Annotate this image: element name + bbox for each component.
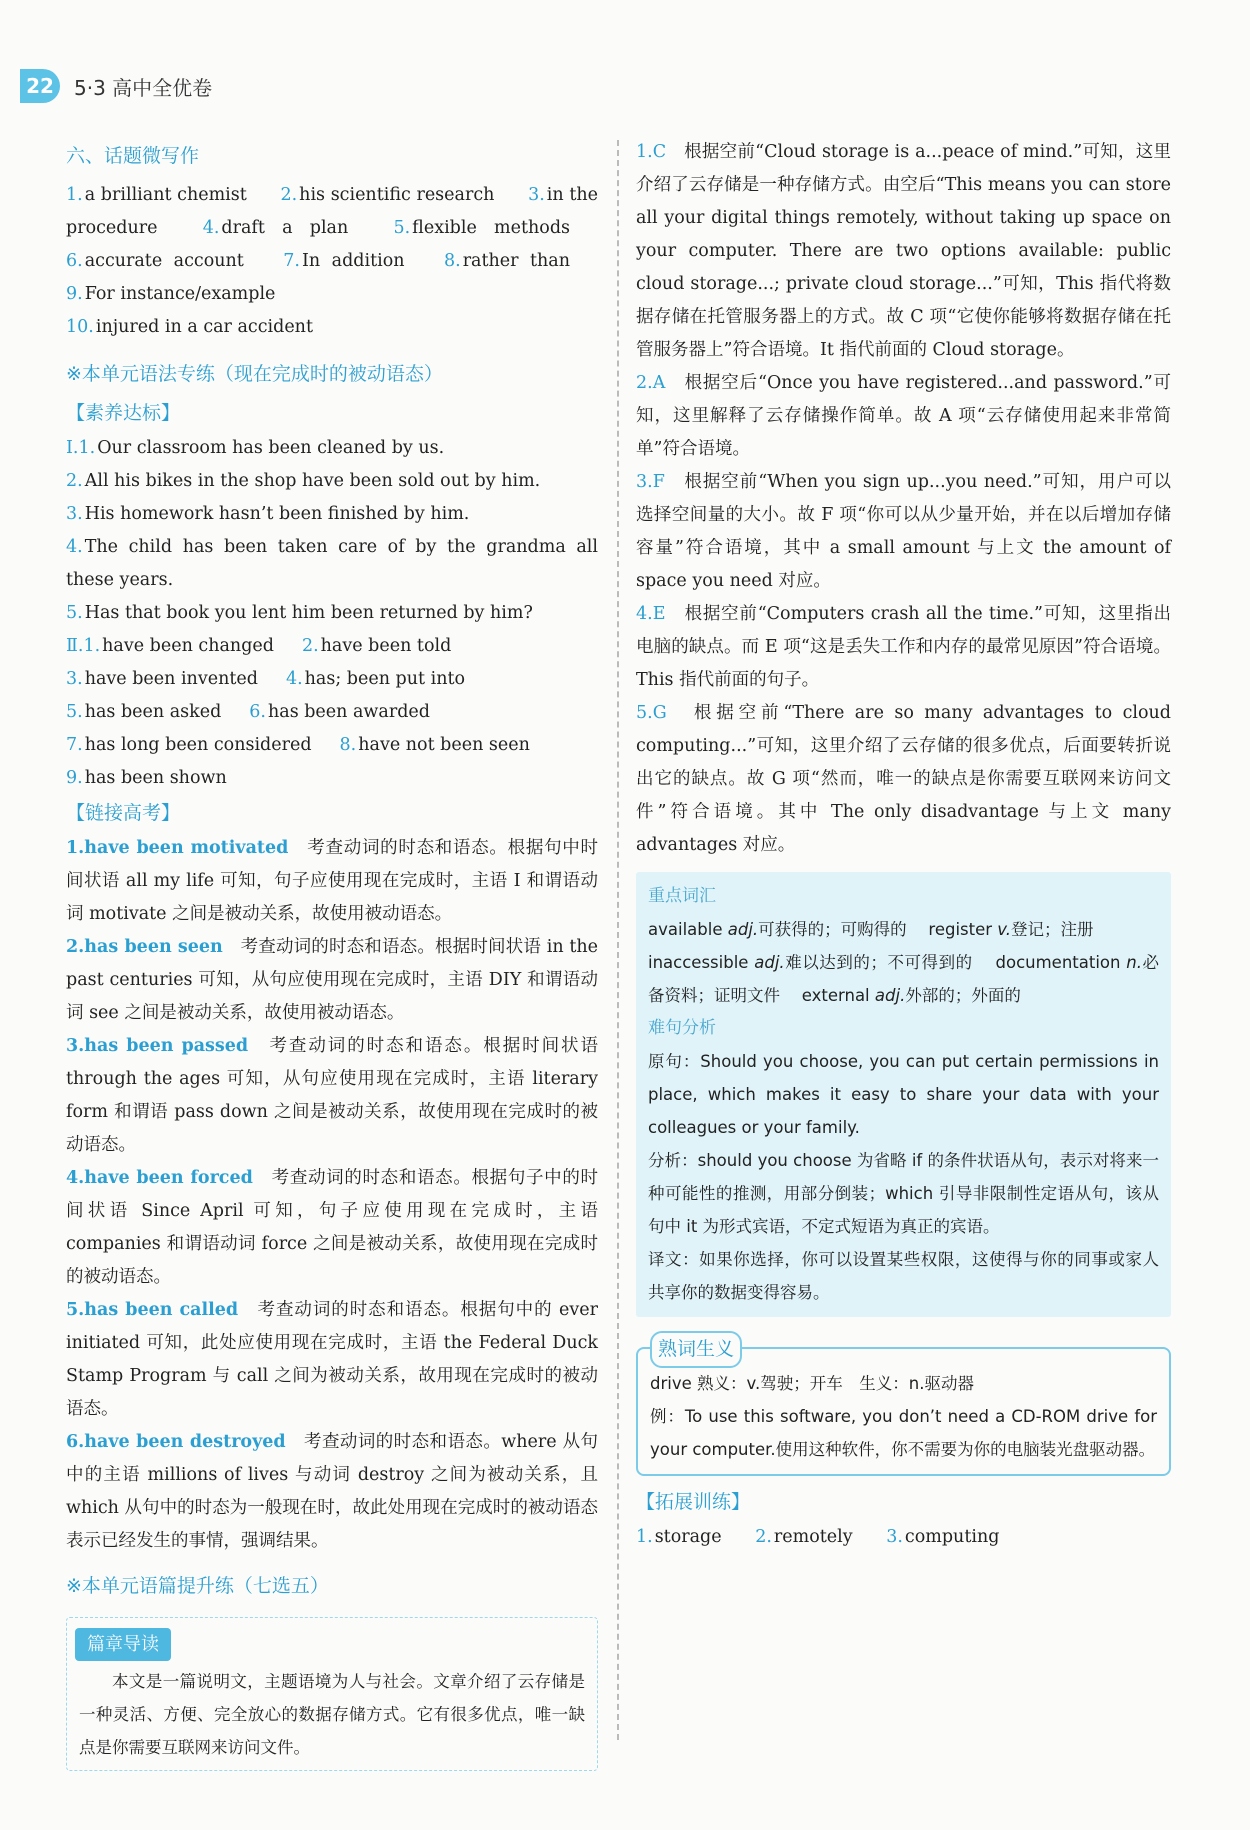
- item-number: 9.: [66, 768, 83, 788]
- answer-text: have been told: [320, 636, 452, 656]
- item-number: 6.: [249, 702, 266, 722]
- answer-text: a brilliant chemist: [84, 185, 247, 205]
- answer-line: [66, 630, 598, 663]
- item-number: Ⅱ.1.: [66, 636, 101, 656]
- answer-line: [66, 531, 598, 597]
- gaokao-answer: [66, 1294, 598, 1426]
- item-number: 2.: [755, 1527, 772, 1547]
- part-of-speech: v.: [997, 920, 1011, 939]
- answer-key: 2.has been seen: [66, 937, 223, 957]
- item-number: 1.: [636, 1527, 653, 1547]
- original-label: 原句：: [648, 1052, 701, 1071]
- answer-key: 5.G: [636, 703, 667, 723]
- analysis-text: should you choose 为省略 if 的条件状语从句，表示对将来一种可能性的推测，用部分倒装；which 引导非限制性定语从句，该从句中 it 为形式宾语，不定式短语为真正的宾语。: [648, 1151, 1159, 1236]
- vocab-word: external: [801, 986, 870, 1005]
- extension-answers: [636, 1521, 1171, 1554]
- item-number: 6.: [66, 251, 83, 271]
- word-meaning-box: [636, 1338, 1171, 1476]
- vocab-word: documentation: [995, 953, 1121, 972]
- part-of-speech: n.: [1126, 953, 1142, 972]
- left-column: [66, 136, 598, 1771]
- example-label: 例：: [650, 1407, 685, 1426]
- explanation: 根据空前“When you sign up...you need.”可知，用户可以选择空间量的大小。故 F 项“你可以从少量开始，并在以后增加存储容量”符合语境，其中 a small amount 与上文 the amount of space you need 对应。: [636, 472, 1171, 591]
- vocab-meaning: 难以达到的；不可得到的: [784, 953, 973, 972]
- gaokao-answer: [66, 931, 598, 1030]
- passage-guide-box: [66, 1617, 598, 1771]
- example-chinese: 使用这种软件，你不需要为你的电脑装光盘驱动器。: [775, 1440, 1156, 1459]
- example: [650, 1400, 1157, 1466]
- answer-text: Our classroom has been cleaned by us.: [97, 438, 445, 458]
- section-title-grammar: ※本单元语法专练（现在完成时的被动语态）: [66, 363, 443, 385]
- passage-guide-text: 本文是一篇说明文，主题语境为人与社会。文章介绍了云存储是一种灵活、方便、完全放心的数据存储方式。它有很多优点，唯一缺点是你需要互联网来访问文件。: [79, 1672, 585, 1757]
- answer-text: For instance/example: [84, 284, 276, 304]
- item-number: 3.: [528, 185, 545, 205]
- item-number: 10.: [66, 317, 94, 337]
- reading-answer: [636, 598, 1171, 697]
- right-column: [636, 136, 1171, 1554]
- item-number: 5.: [393, 218, 411, 238]
- item-number: 5.: [66, 603, 83, 623]
- item-number: 9.: [66, 284, 83, 304]
- answer-line: [66, 762, 598, 795]
- explanation: 考查动词的时态和语态。根据句中时间状语 all my life 可知，句子应使用现在完成时，主语 I 和谓语动词 motivate 之间是被动关系，故使用被动语态。: [66, 838, 599, 924]
- subsection-title-extension: 【拓展训练】: [636, 1491, 751, 1513]
- gaokao-answer: [66, 1162, 598, 1294]
- passage-guide-tag: 篇章导读: [75, 1628, 171, 1661]
- explanation: 根据空后“Once you have registered...and password.”可知，这里解释了云存储操作简单。故 A 项“云存储使用起来非常简单”符合语境。: [636, 373, 1171, 459]
- answer-text: rather than: [462, 251, 570, 271]
- reading-answer: [636, 367, 1171, 466]
- answer-key: 2.A: [636, 373, 666, 393]
- answer-text: has been asked: [84, 702, 222, 722]
- answer-text: have been changed: [102, 636, 274, 656]
- part-of-speech: adj.: [727, 920, 759, 939]
- item-number: 3.: [66, 669, 83, 689]
- answer-key: 6.have been destroyed: [66, 1432, 286, 1452]
- item-number: 4.: [285, 669, 303, 689]
- vocab-meaning: 外部的；外面的: [905, 986, 1021, 1005]
- answer-key: 3.has been passed: [66, 1036, 249, 1056]
- item-number: Ⅰ.1.: [66, 438, 96, 458]
- section-title-reading: ※本单元语篇提升练（七选五）: [66, 1575, 329, 1597]
- page-number: 22: [20, 69, 60, 103]
- explanation: 根据空前“There are so many advantages to cloud computing...”可知，这里介绍了云存储的很多优点，后面要转折说出它的缺点。故 G 项“然而，唯一的缺点是你需要互联网来访问文件”符合语境。其中 The only disadvantage 与上文 many advantages 对应。: [636, 703, 1171, 855]
- reading-answer: [636, 466, 1171, 598]
- answer-text: In addition: [301, 251, 405, 271]
- section-title-topic-writing: 六、话题微写作: [66, 145, 200, 167]
- item-number: 4.: [202, 218, 220, 238]
- part-of-speech: adj.: [874, 986, 906, 1005]
- analysis-title: 难句分析: [648, 1018, 716, 1038]
- answer-line: [66, 498, 598, 531]
- item-number: 2.: [280, 185, 298, 205]
- explanation: 考查动词的时态和语态。根据时间状语 through the ages 可知，从句应使用现在完成时，主语 literary form 和谓语 pass down 之间是被动关系，故使用现在完成时的被动语态。: [66, 1036, 598, 1155]
- vocab-analysis-box: [636, 872, 1171, 1317]
- translation-label: 译文：: [648, 1250, 700, 1269]
- subsection-title-gaokao: 【链接高考】: [66, 802, 181, 824]
- explanation: 根据空前“Computers crash all the time.”可知，这里指出电脑的缺点。而 E 项“这是丢失工作和内存的最常见原因”符合语境。This 指代前面的句子。: [636, 604, 1172, 690]
- page-header: [20, 68, 212, 104]
- explanation: 考查动词的时态和语态。根据句子中的时间状语 Since April 可知，句子应使用现在完成时，主语 companies 和谓语动词 force 之间是被动关系，故使用现在完成时的被动语态。: [66, 1168, 599, 1287]
- vocab-word: register: [928, 920, 993, 939]
- answer-text: has been awarded: [267, 702, 430, 722]
- answer-key: 1.have been motivated: [66, 838, 289, 858]
- answer-text: has; been put into: [304, 669, 466, 689]
- answer-line: [66, 729, 598, 762]
- answer-key: 4.E: [636, 604, 666, 624]
- answer-text: All his bikes in the shop have been sold out by him.: [84, 471, 541, 491]
- vocab-meaning: 必备资料；证明文件: [648, 953, 1160, 1005]
- vocab-meaning: 登记；注册: [1010, 920, 1094, 939]
- answer-line: [66, 597, 598, 630]
- word-meaning-label: 熟词生义: [650, 1331, 742, 1368]
- answer-key: 5.has been called: [66, 1300, 239, 1320]
- answer-text: computing: [904, 1527, 1000, 1547]
- item-number: 7.: [283, 251, 300, 271]
- example-english: To use this software, you don’t need a CD-ROM drive for your computer.: [650, 1407, 1158, 1459]
- item-number: 8.: [443, 251, 461, 271]
- vocab-word: inaccessible: [648, 953, 749, 972]
- item-number: 2.: [66, 471, 83, 491]
- answer-text: has been shown: [84, 768, 227, 788]
- word-meaning-line: [650, 1367, 1157, 1400]
- answer-key: 3.F: [636, 472, 665, 492]
- answer-text: have been invented: [84, 669, 258, 689]
- item-number: 2.: [301, 636, 319, 656]
- answer-text: Has that book you lent him been returned by him?: [84, 603, 533, 623]
- answer-line: [66, 663, 598, 696]
- explanation: 考查动词的时态和语态。根据时间状语 in the past centuries 可知，从句应使用现在完成时，主语 DIY 和谓语动词 see 之间是被动关系，故使用被动语态。: [66, 937, 598, 1023]
- gaokao-answer: [66, 832, 598, 931]
- answer-text: His homework hasn’t been finished by him.: [84, 504, 470, 524]
- explanation: 根据空前“Cloud storage is a...peace of mind.”可知，这里介绍了云存储是一种存储方式。由空后“This means you can store all your digital things remotely, without taking up space on your computer. There are two options available: public cloud storage...; private cloud storage...”可知，This 指代将数据存储在托管服务器上的方式。故 C 项“它使你能够将数据存储在托管服务器上”符合语境。It 指代前面的 Cloud storage。: [636, 142, 1172, 360]
- answer-text: has long been considered: [84, 735, 312, 755]
- answer-text: draft a plan: [221, 218, 349, 238]
- answer-text: in the procedure: [66, 185, 598, 238]
- topic-writing-answers: [66, 179, 598, 344]
- item-number: 1.: [66, 185, 83, 205]
- answer-line: [66, 465, 598, 498]
- subsection-title-suyang: 【素养达标】: [66, 402, 181, 424]
- part-of-speech: adj.: [754, 953, 785, 972]
- original-text: Should you choose, you can put certain permissions in place, which makes it easy to share your data with your colleagues or your family.: [648, 1052, 1160, 1137]
- reading-answer: [636, 697, 1171, 862]
- book-title: 5·3 高中全优卷: [74, 75, 213, 100]
- target-word: drive: [650, 1374, 692, 1393]
- answer-line: [66, 696, 598, 729]
- vocab-title: 重点词汇: [648, 886, 716, 906]
- translation-text: 如果你选择，你可以设置某些权限，这使得与你的同事或家人共享你的数据变得容易。: [648, 1250, 1160, 1302]
- explanation: 考查动词的时态和语态。根据句中的 ever initiated 可知，此处应使用现在完成时，主语 the Federal Duck Stamp Program 与 call 之间为被动关系，故用现在完成时的被动语态。: [66, 1300, 599, 1419]
- answer-key: 1.C: [636, 142, 667, 162]
- item-number: 5.: [66, 702, 83, 722]
- vocab-meaning: 可获得的；可购得的: [758, 920, 907, 939]
- item-number: 3.: [886, 1527, 903, 1547]
- translation: [648, 1243, 1159, 1309]
- answer-key: 4.have been forced: [66, 1168, 253, 1188]
- reading-answer: [636, 136, 1171, 367]
- original-sentence: [648, 1045, 1159, 1144]
- answer-text: injured in a car accident: [95, 317, 313, 337]
- item-number: 7.: [66, 735, 83, 755]
- item-number: 3.: [66, 504, 83, 524]
- answer-text: accurate account: [84, 251, 244, 271]
- explanation: 考查动词的时态和语态。where 从句中的主语 millions of lives 与动词 destroy 之间为被动关系，且 which 从句中的时态为一般现在时，故此处用现在完成时的被动语态表示已经发生的事情，强调结果。: [66, 1432, 599, 1551]
- gaokao-answer: [66, 1030, 598, 1162]
- analysis: [648, 1144, 1159, 1243]
- answer-text: storage: [654, 1527, 722, 1547]
- answer-text: remotely: [773, 1527, 853, 1547]
- gaokao-answer: [66, 1426, 598, 1558]
- column-divider: [617, 140, 619, 1740]
- answer-text: The child has been taken care of by the grandma all these years.: [66, 537, 598, 590]
- item-number: 4.: [66, 537, 83, 557]
- answer-text: flexible methods: [412, 218, 570, 238]
- answer-text: have not been seen: [358, 735, 530, 755]
- meanings: 熟义：v.驾驶；开车 生义：n.驱动器: [697, 1374, 974, 1393]
- vocab-word: available: [648, 920, 723, 939]
- answer-text: his scientific research: [299, 185, 495, 205]
- vocab-line: [648, 913, 1159, 1012]
- answer-line: [66, 432, 598, 465]
- item-number: 8.: [339, 735, 357, 755]
- analysis-label: 分析：: [648, 1151, 698, 1170]
